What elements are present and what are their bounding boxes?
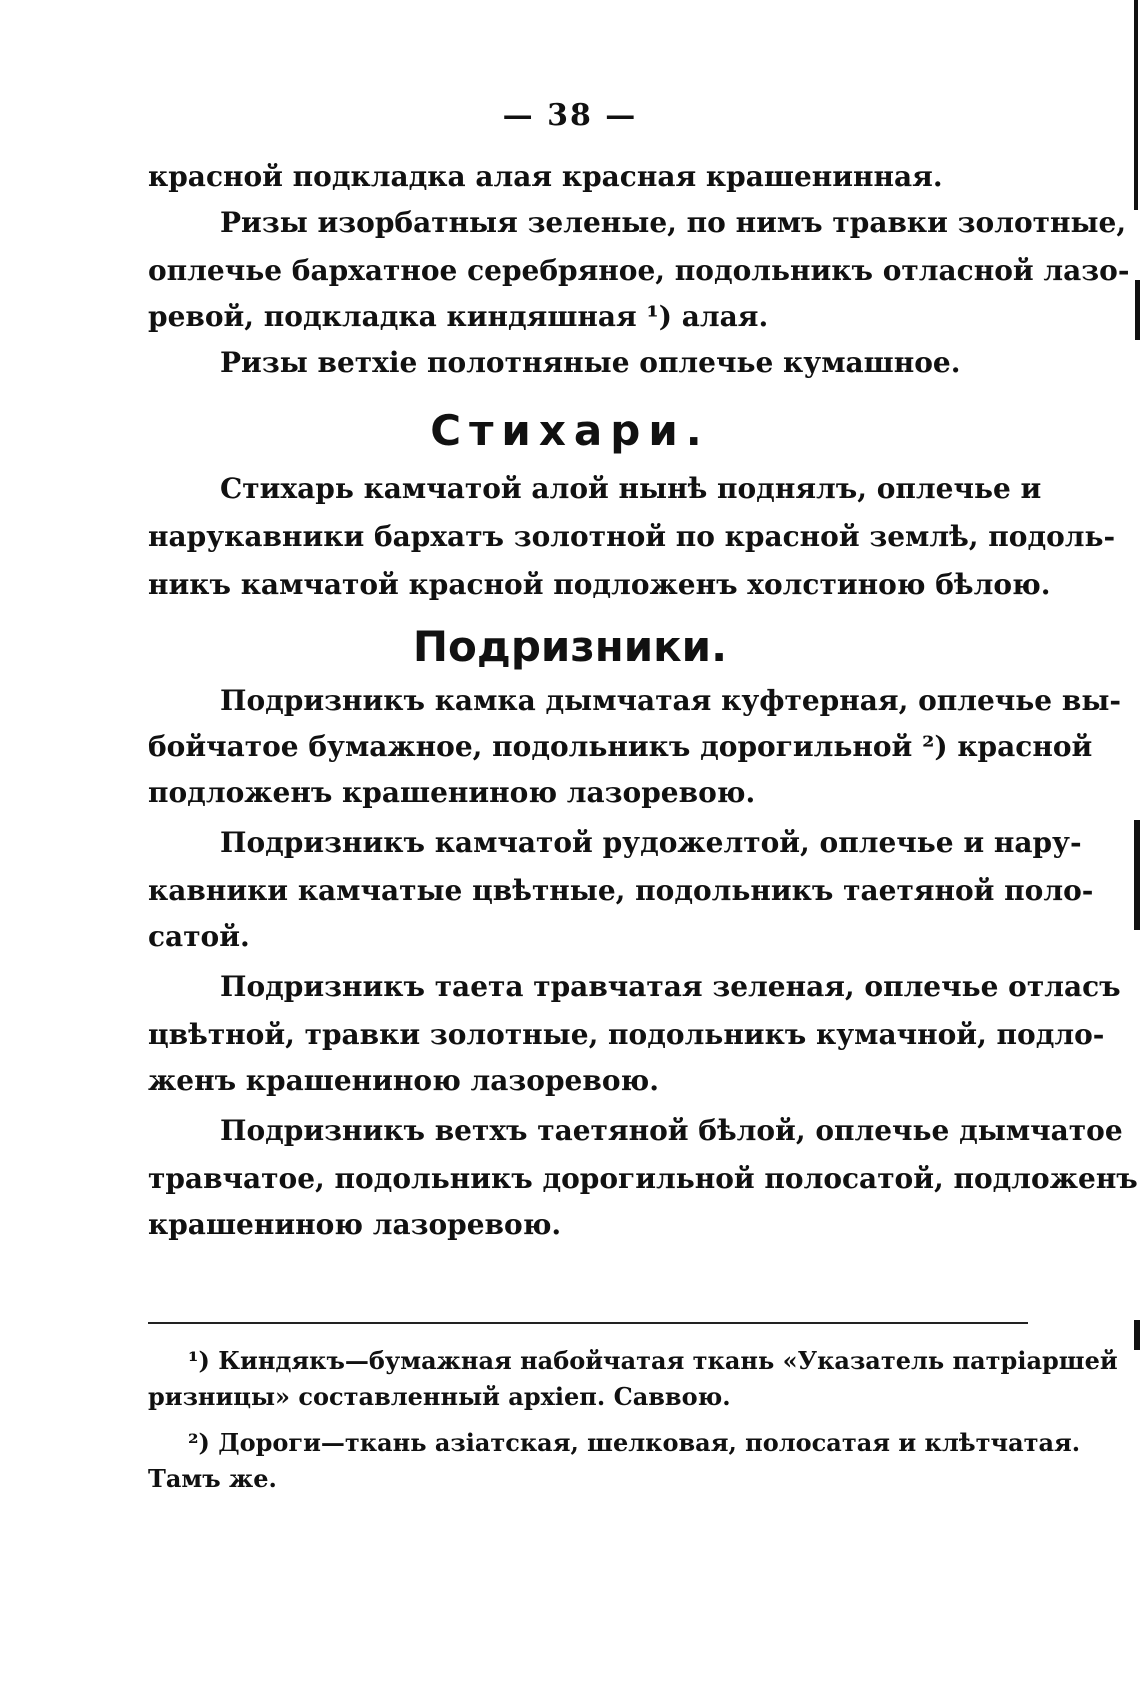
text-line: оплечье бархатное серебряное, подольникъ отласной лазо- (148, 254, 1130, 287)
page-number: — 38 — (502, 98, 638, 133)
text-line: цвѣтной, травки золотные, подольникъ кумачной, подло- (148, 1018, 1105, 1051)
text-line: нарукавники бархатъ золотной по красной землѣ, подоль- (148, 520, 1116, 553)
text-line: кавники камчатые цвѣтные, подольникъ таетяной поло- (148, 874, 1094, 907)
section-heading-podrizniki: Подризники. (412, 622, 728, 671)
footnote-line: Тамъ же. (148, 1464, 277, 1493)
scan-edge-mark (1134, 1320, 1140, 1350)
text-line: бойчатое бумажное, подольникъ дорогильной ²) красной (148, 730, 1093, 763)
text-line: крашениною лазоревою. (148, 1208, 562, 1241)
text-line: Подризникъ камчатой рудожелтой, оплечье и нару- (220, 826, 1082, 859)
footnote-rule (148, 1322, 1028, 1324)
scan-edge-mark (1134, 0, 1138, 210)
scan-edge-mark (1135, 280, 1140, 340)
text-line: сатой. (148, 920, 250, 953)
text-line: Подризникъ таета травчатая зеленая, оплечье отласъ (220, 970, 1121, 1003)
footnote-line: ²) Дороги—ткань азіатская, шелковая, полосатая и клѣтчатая. (188, 1428, 1081, 1457)
footnote-line: ризницы» составленный архіеп. Саввою. (148, 1382, 731, 1411)
text-line: никъ камчатой красной подложенъ холстиною бѣлою. (148, 568, 1051, 601)
section-heading-stihari: Стихари. (430, 406, 710, 455)
text-line: Ризы изорбатныя зеленые, по нимъ травки золотные, (220, 206, 1127, 239)
text-line: женъ крашениною лазоревою. (148, 1064, 659, 1097)
text-line: Подризникъ ветхъ таетяной бѣлой, оплечье дымчатое (220, 1114, 1123, 1147)
text-line: подложенъ крашениною лазоревою. (148, 776, 756, 809)
text-line: ревой, подкладка киндяшная ¹) алая. (148, 300, 769, 333)
text-line: Стихарь камчатой алой нынѣ поднялъ, оплечье и (220, 472, 1042, 505)
text-line: красной подкладка алая красная крашенинная. (148, 160, 943, 193)
text-line: травчатое, подольникъ дорогильной полосатой, подложенъ (148, 1162, 1138, 1195)
text-line: Ризы ветхіе полотняные оплечье кумашное. (220, 346, 961, 379)
footnote-line: ¹) Киндякъ—бумажная набойчатая ткань «Указатель патріаршей (188, 1346, 1118, 1375)
scan-edge-mark (1134, 820, 1140, 930)
text-line: Подризникъ камка дымчатая куфтерная, оплечье вы- (220, 684, 1122, 717)
